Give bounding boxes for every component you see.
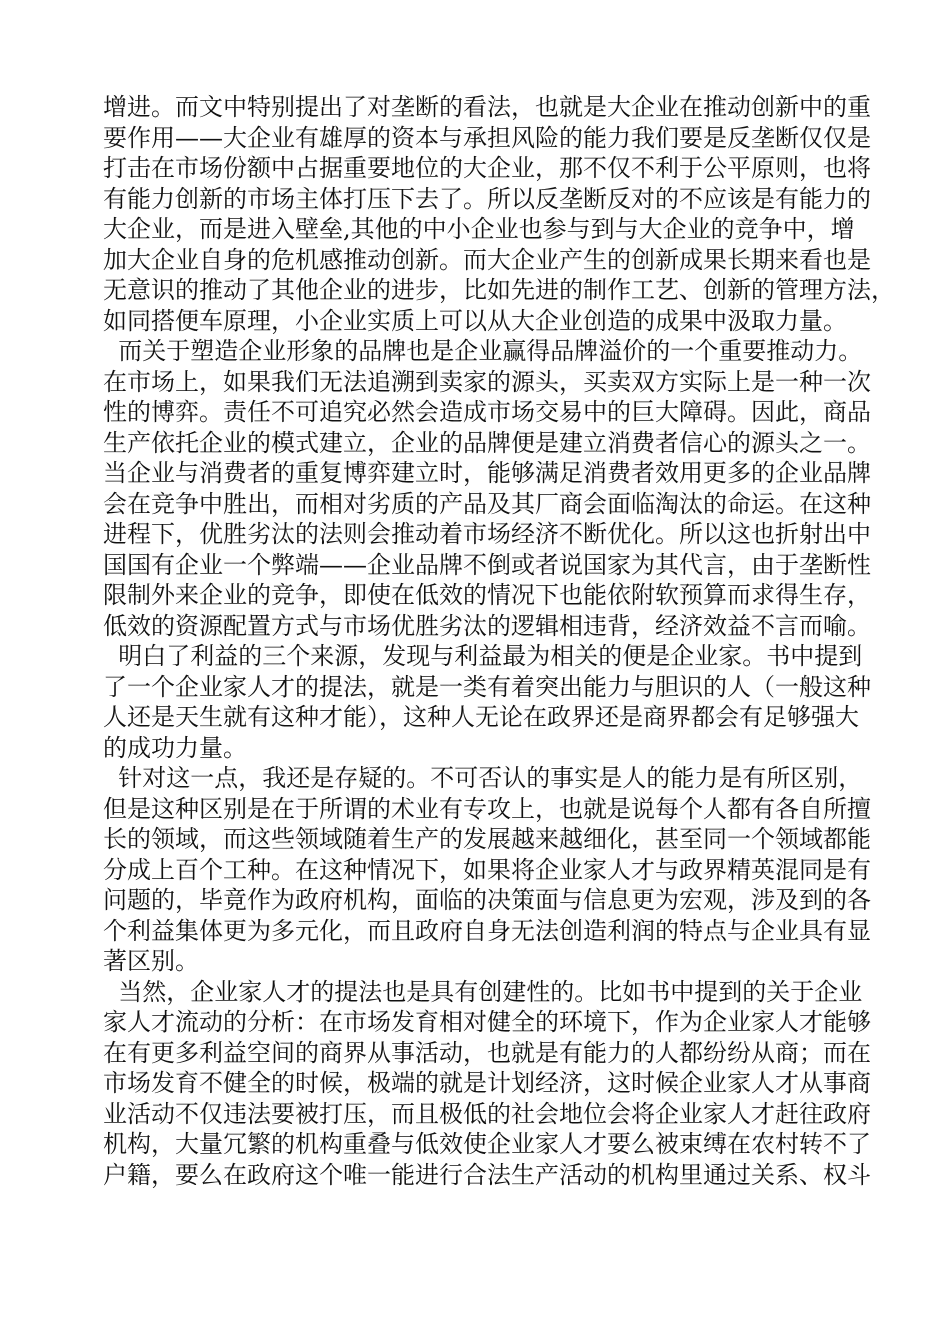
text-line: 问题的，毕竟作为政府机构，面临的决策面与信息更为宏观，涉及到的各	[103, 886, 871, 914]
text-line: 会在竞争中胜出，而相对劣质的产品及其厂商会面临淘汰的命运。在这种	[103, 489, 871, 518]
text-line: 著区别。	[103, 947, 199, 975]
text-line: 市场发育不健全的时候，极端的就是计划经济，这时候企业家人才从事商	[103, 1069, 871, 1097]
text-line: 有能力创新的市场主体打压下去了。所以反垄断反对的不应该是有能力的	[103, 184, 871, 213]
text-line: 在有更多利益空间的商界从事活动，也就是有能力的人都纷纷从商；而在	[103, 1038, 871, 1067]
text-line: 业活动不仅违法要被打压，而且极低的社会地位会将企业家人才赶往政府	[103, 1099, 871, 1128]
text-line: 国国有企业一个弊端——企业品牌不倒或者说国家为其代言，由于垄断性	[103, 550, 871, 579]
text-line: 但是这种区别是在于所谓的术业有专攻上，也就是说每个人都有各自所擅	[103, 794, 871, 823]
text-line: 家人才流动的分析：在市场发育相对健全的环境下，作为企业家人才能够	[103, 1008, 871, 1036]
text-line: 人还是天生就有这种才能），这种人无论在政界还是商界都会有足够强大	[103, 703, 859, 731]
text-line: 长的领域，而这些领域随着生产的发展越来越细化，甚至同一个领域都能	[103, 825, 871, 853]
text-line: 了一个企业家人才的提法，就是一类有着突出能力与胆识的人（一般这种	[103, 672, 871, 701]
text-line: 在市场上，如果我们无法追溯到卖家的源头，买卖双方实际上是一种一次	[103, 367, 871, 396]
text-line: 户籍，要么在政府这个唯一能进行合法生产活动的机构里通过关系、权斗	[103, 1160, 871, 1189]
text-line: 明白了利益的三个来源，发现与利益最为相关的便是企业家。书中提到	[103, 642, 863, 670]
text-line: 当然，企业家人才的提法也是具有创建性的。比如书中提到的关于企业	[103, 977, 863, 1006]
text-line: 性的博弈。责任不可追究必然会造成市场交易中的巨大障碍。因此，商品	[103, 398, 871, 426]
text-line: 打击在市场份额中占据重要地位的大企业，那不仅不利于公平原则，也将	[103, 154, 871, 182]
text-line: 加大企业自身的危机感推动创新。而大企业产生的创新成果长期来看也是	[103, 245, 871, 274]
text-line: 进程下，优胜劣汰的法则会推动着市场经济不断优化。所以这也折射出中	[103, 520, 871, 548]
text-line: 如同搭便车原理，小企业实质上可以从大企业创造的成果中汲取力量。	[103, 306, 847, 335]
text-line: 的成功力量。	[103, 733, 247, 762]
text-line: 分成上百个工种。在这种情况下，如果将企业家人才与政界精英混同是有	[103, 855, 871, 884]
document-body	[103, 92, 895, 1190]
text-line: 无意识的推动了其他企业的进步，比如先进的制作工艺、创新的管理方法，	[103, 276, 895, 304]
text-line: 个利益集体更为多元化，而且政府自身无法创造利润的特点与企业具有显	[103, 916, 871, 945]
text-line: 生产依托企业的模式建立，企业的品牌便是建立消费者信心的源头之一。	[103, 428, 871, 457]
text-line: 当企业与消费者的重复博弈建立时，能够满足消费者效用更多的企业品牌	[103, 459, 871, 487]
text-line: 要作用——大企业有雄厚的资本与承担风险的能力我们要是反垄断仅仅是	[103, 123, 871, 152]
text-line: 而关于塑造企业形象的品牌也是企业赢得品牌溢价的一个重要推动力。	[103, 337, 863, 365]
text-line: 大企业，而是进入壁垒,其他的中小企业也参与到与大企业的竞争中，增	[103, 215, 855, 243]
text-line: 机构，大量冗繁的机构重叠与低效使企业家人才要么被束缚在农村转不了	[103, 1130, 871, 1158]
text-line: 增进。而文中特别提出了对垄断的看法，也就是大企业在推动创新中的重	[103, 93, 871, 121]
text-line: 针对这一点，我还是存疑的。不可否认的事实是人的能力是有所区别，	[103, 764, 863, 792]
text-line: 低效的资源配置方式与市场优胜劣汰的逻辑相违背，经济效益不言而喻。	[103, 611, 871, 640]
text-line: 限制外来企业的竞争，即使在低效的情况下也能依附软预算而求得生存，	[103, 581, 871, 609]
